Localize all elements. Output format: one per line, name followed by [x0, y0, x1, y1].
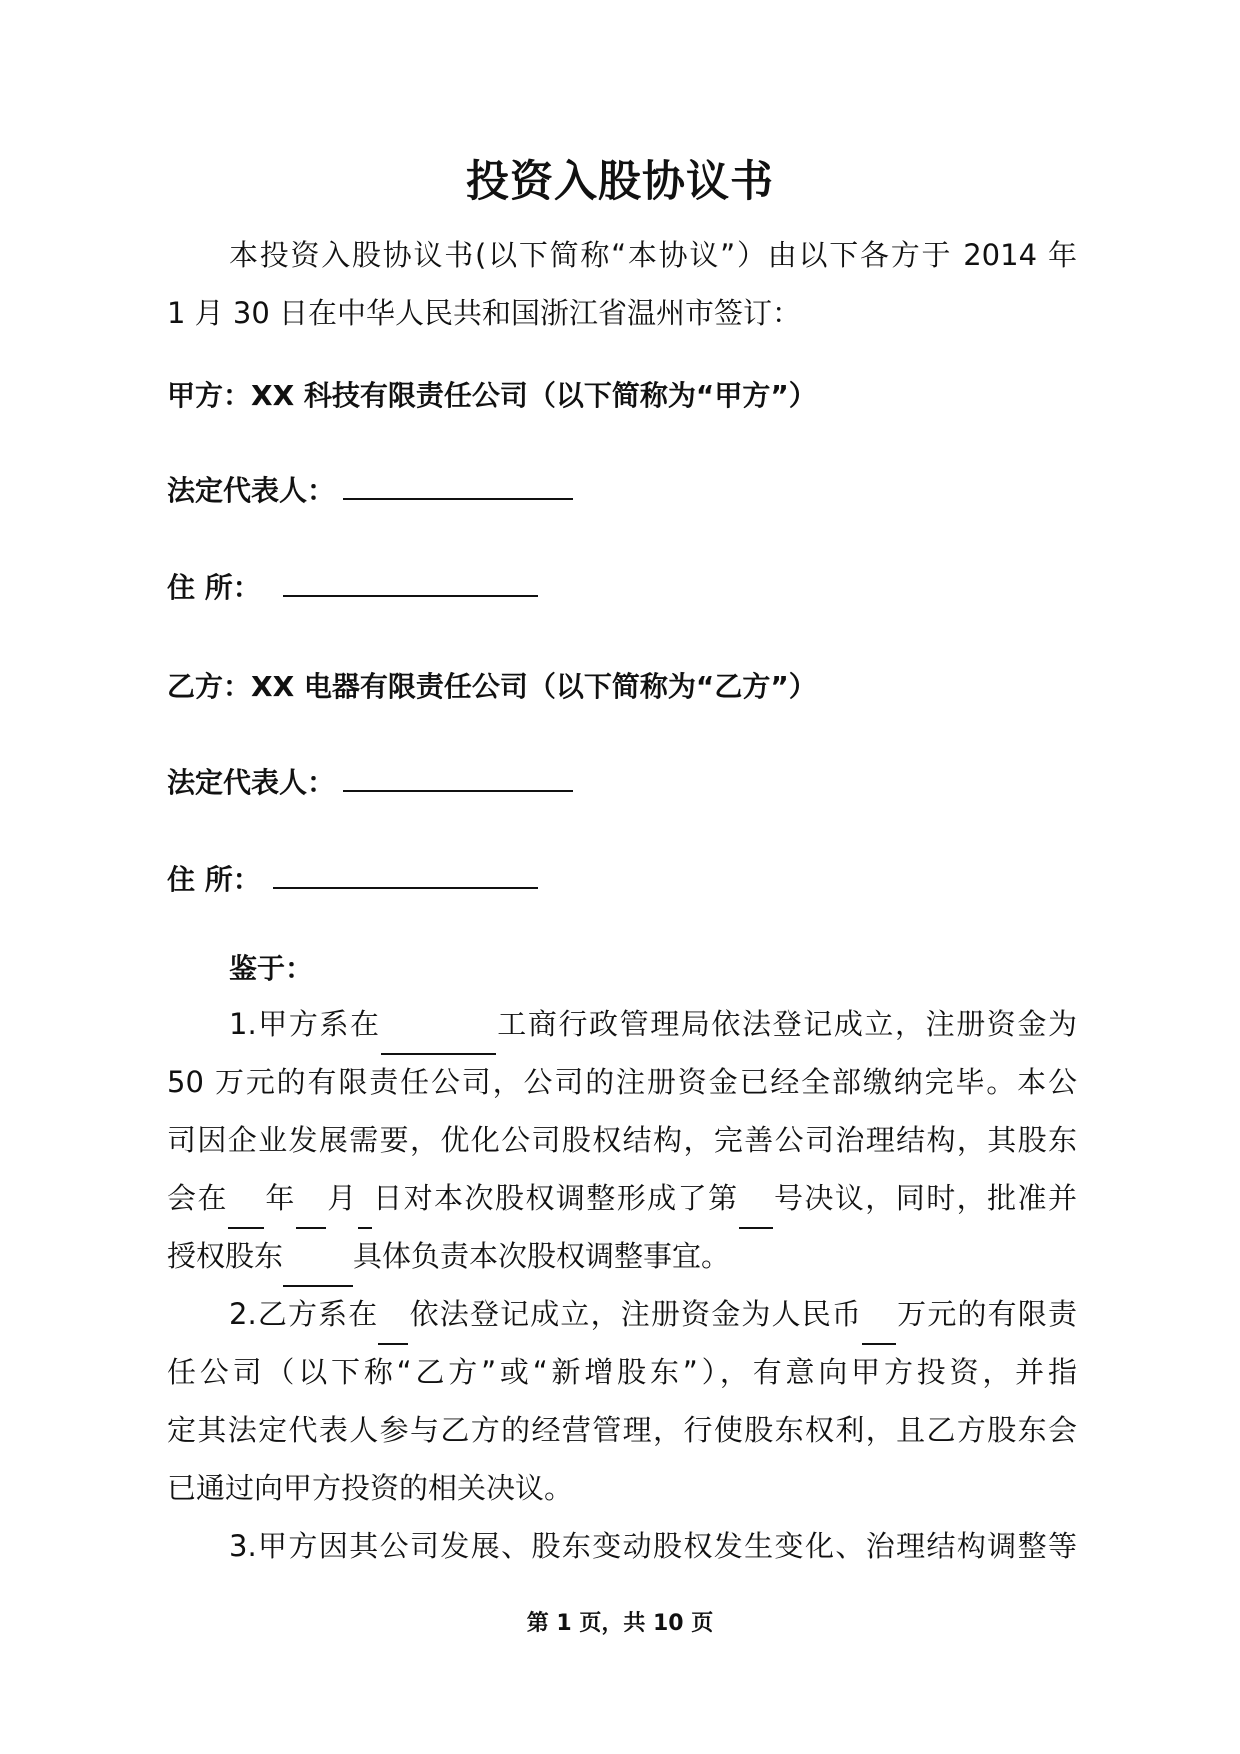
clause-1-line-5 [167, 1227, 1077, 1287]
party-a-address [167, 565, 538, 606]
party-b-name: 乙方：XX 电器有限责任公司（以下简称为“乙方”） [167, 670, 817, 703]
clause-1-text-c: 会在 [167, 1181, 228, 1215]
clause-1-text-g: 号决议，同时，批准并 [772, 1181, 1077, 1215]
clause-2-line-2: 任公司（以下称“乙方”或“新增股东”），有意向甲方投资，并指 [167, 1355, 1077, 1389]
clause-1-blank-day [358, 1169, 372, 1229]
clause-2-line-1 [167, 1285, 1077, 1345]
party-b-address [167, 857, 538, 898]
page-footer: 第 1 页，共 10 页 [526, 1611, 714, 1636]
party-b-rep-blank [343, 760, 573, 792]
intro-line-2: 1 月 30 日在中华人民共和国浙江省温州市签订： [167, 296, 802, 330]
party-b-representative [167, 760, 573, 801]
clause-1-blank-resolution [739, 1169, 773, 1229]
party-a-representative [167, 468, 573, 509]
clause-1-blank-month [296, 1169, 326, 1229]
clause-2-text-c: 万元的有限责 [896, 1297, 1077, 1331]
clause-1-text-f: 日对本次股权调整形成了第 [371, 1181, 739, 1215]
clause-2-text-b: 依法登记成立，注册资金为人民币 [408, 1297, 863, 1331]
party-a-addr-label: 住 所： [167, 571, 261, 604]
clause-3-line-1: 3.甲方因其公司发展、股东变动股权发生变化、治理结构调整等 [229, 1529, 1077, 1563]
clause-1-blank-authority [381, 995, 496, 1055]
clause-2-blank-capital [862, 1285, 896, 1345]
party-b-rep-label: 法定代表人： [167, 766, 336, 799]
clause-1-text-b: 工商行政管理局依法登记成立，注册资金为 [495, 1007, 1077, 1041]
clause-2-text-a: 2.乙方系在 [229, 1297, 379, 1331]
intro-line-1: 本投资入股协议书(以下简称“本协议”）由以下各方于 2014 年 [229, 238, 1077, 272]
clause-1-blank-shareholder [283, 1227, 353, 1287]
clause-1-text-i: 具体负责本次股权调整事宜。 [353, 1239, 731, 1273]
party-a-addr-blank [283, 565, 538, 597]
clause-1-line-4 [167, 1169, 1077, 1229]
clause-1-text-a: 1.甲方系在 [229, 1007, 381, 1041]
clause-1-text-d: 年 [263, 1181, 296, 1215]
clause-1-line-1 [167, 995, 1077, 1055]
clause-2-blank-place [378, 1285, 408, 1345]
clause-1-text-h: 授权股东 [167, 1239, 284, 1273]
clause-2-line-4: 已通过向甲方投资的相关决议。 [167, 1471, 574, 1505]
clause-1-line-2: 50 万元的有限责任公司，公司的注册资金已经全部缴纳完毕。本公 [167, 1065, 1077, 1099]
clause-2-line-3: 定其法定代表人参与乙方的经营管理，行使股东权利，且乙方股东会 [167, 1413, 1077, 1447]
document-title: 投资入股协议书 [466, 157, 774, 207]
whereas-label: 鉴于： [229, 952, 314, 985]
clause-1-blank-year [228, 1169, 264, 1229]
party-a-rep-label: 法定代表人： [167, 474, 336, 507]
clause-1-text-e: 月 [325, 1181, 358, 1215]
party-a-name: 甲方：XX 科技有限责任公司（以下简称为“甲方”） [167, 379, 817, 412]
clause-1-line-3: 司因企业发展需要，优化公司股权结构，完善公司治理结构，其股东 [167, 1123, 1077, 1157]
party-a-rep-blank [343, 468, 573, 500]
party-b-addr-label: 住 所： [167, 863, 261, 896]
party-b-addr-blank [273, 857, 538, 889]
